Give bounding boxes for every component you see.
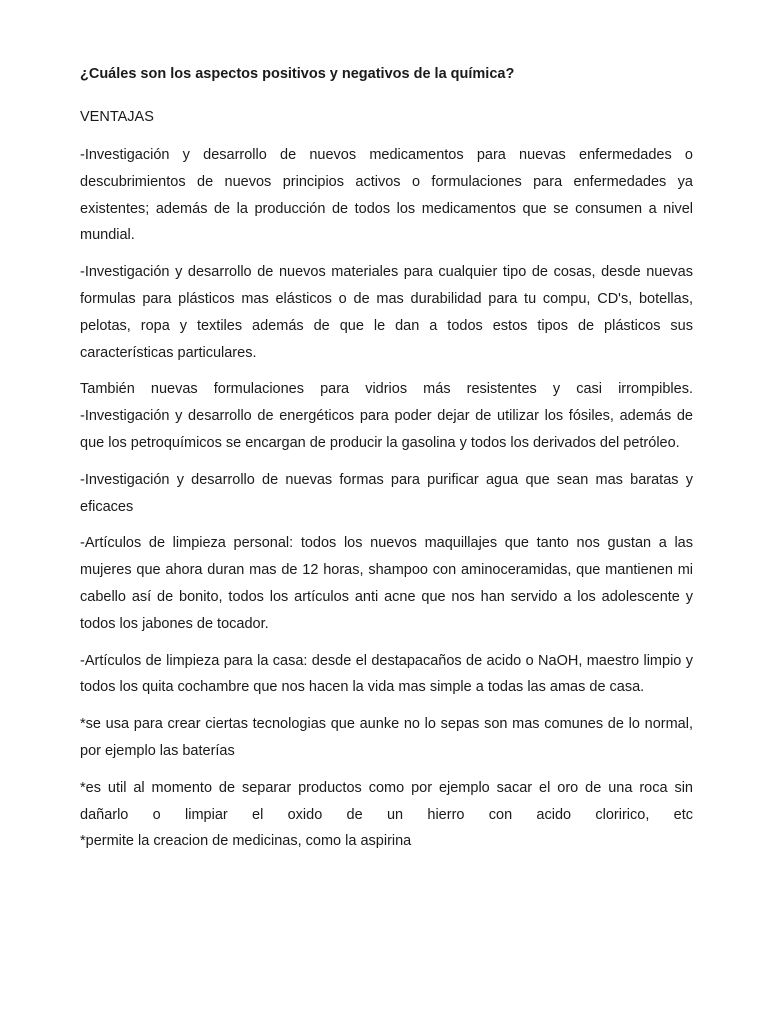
paragraph-group-separar-medicinas (80, 775, 693, 855)
paragraph-limpieza-casa: -Artículos de limpieza para la casa: desde el destapacaños de acido o NaOH, maestro limpio y todos los quita cochambre que nos hacen la vida mas simple a todas las amas de casa. (80, 652, 693, 696)
paragraph-energeticos: -Investigación y desarrollo de energéticos para poder dejar de utilizar los fósiles, además de que los petroquímicos se encargan de producir la gasolina y todos los derivados del petróleo. (80, 408, 693, 451)
document-title: ¿Cuáles son los aspectos positivos y negativos de la química? (80, 66, 515, 82)
paragraph-materiales: -Investigación y desarrollo de nuevos materiales para cualquier tipo de cosas, desde nuevas formulas para plásticos mas elásticos o de mas durabilidad para tu compu, CD's, botellas, pelotas, ropa y textiles además de que le dan a todos estos tipos de plásticos sus características particulares. (80, 264, 693, 361)
paragraph-group-vidrios-energeticos (80, 376, 693, 456)
paragraph-limpieza-personal: -Artículos de limpieza personal: todos los nuevos maquillajes que tanto nos gustan a las mujeres que ahora duran mas de 12 horas, shampoo con aminoceramidas, que mantienen mi cabello así de bonito, todos los artículos anti acne que nos han servido a los adolescente y todos los jabones de tocador. (80, 535, 693, 632)
paragraph-separar-productos: *es util al momento de separar productos como por ejemplo sacar el oro de una roca sin dañarlo o limpiar el oxido de un hierro con acido cloririco, etc (80, 779, 693, 823)
paragraph-medicinas: *permite la creacion de medicinas, como la aspirina (80, 833, 412, 850)
section-heading-ventajas: VENTAJAS (80, 109, 154, 125)
paragraph-medicamentos: -Investigación y desarrollo de nuevos medicamentos para nuevas enfermedades o descubrimientos de nuevos principios activos o formulaciones para enfermedades ya existentes; además de la producción de todos los medicamentos que se consumen a nivel mundial. (80, 147, 693, 244)
document-page (80, 62, 693, 865)
paragraph-vidrios: También nuevas formulaciones para vidrios más resistentes y casi irrompibles. (80, 381, 693, 398)
paragraph-agua: -Investigación y desarrollo de nuevas formas para purificar agua que sean mas baratas y eficaces (80, 471, 693, 515)
paragraph-tecnologias: *se usa para crear ciertas tecnologias que aunke no lo sepas son mas comunes de lo normal, por ejemplo las baterías (80, 716, 693, 759)
